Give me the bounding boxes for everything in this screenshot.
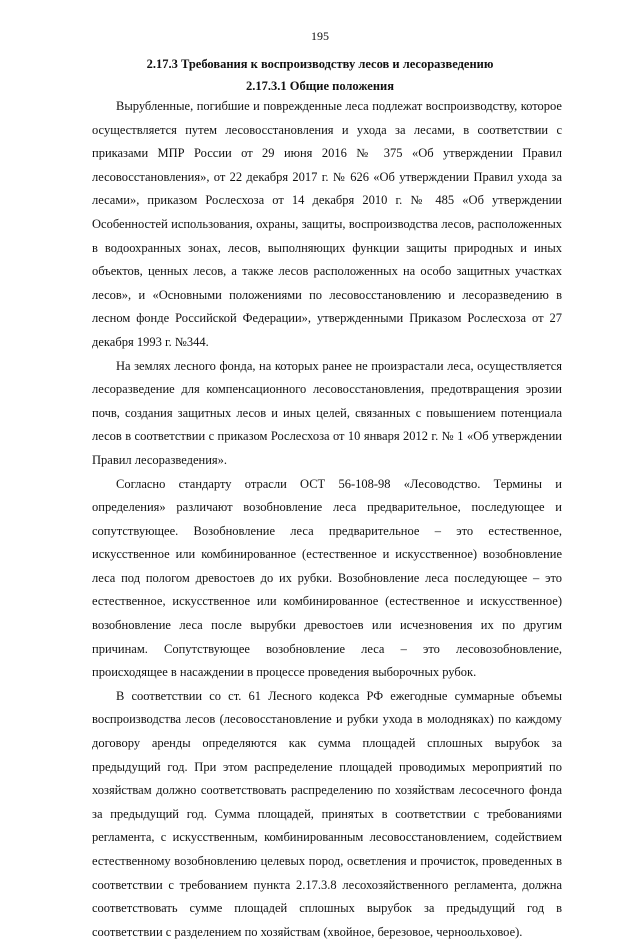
page-number: 195 [311, 29, 329, 43]
body-text [92, 95, 562, 944]
paragraph: На землях лесного фонда, на которых ранее не произрастали леса, осуществляется лесоразведение для компенсационного лесовосстановления, предотвращения эрозии почв, создания защитных лесов и иных целей, связанных с повышением потенциала лесов в соответствии с приказом Рослесхоза от 10 января 2012 г. № 1 «Об утверждении Правил лесоразведения». [92, 358, 562, 467]
paragraph: Вырубленные, погибшие и поврежденные леса подлежат воспроизводству, которое осуществляется путем лесовосстановления и ухода за лесами, в соответствии с приказами МПР России от 29 июня 2016 № 375 «Об утверждении Правил лесовосстановления», от 22 декабря 2017 г. № 626 «Об утверждении Правил ухода за лесами», приказом Рослесхоза от 14 декабря 2010 г. № 485 «Об утверждении Особенностей использования, охраны, защиты, воспроизводства лесов, расположенных в водоохранных зонах, лесов, выполняющих функции защиты природных и иных объектов, ценных лесов, а также лесов расположенных на особо защитных участках лесов», и «Основными положениями по лесовосстановлению и лесоразведению в лесном фонде Российской Федерации», утвержденными Приказом Рослесхоза от 27 декабря 1993 г. №344. [92, 99, 562, 349]
paragraph: В соответствии со ст. 61 Лесного кодекса РФ ежегодные суммарные объемы воспроизводства лесов (лесовосстановление и рубки ухода в молодняках) по каждому договору аренды определяются как сумма площадей сплошных вырубок за предыдущий год. При этом распределение площадей проводимых мероприятий по хозяйствам должно соответствовать распределению по хозяйствам лесосечного фонда за предыдущий год. Сумма площадей, принятых в соответствии с требованиями регламента, с искусственным, комбинированным лесовосстановлением, содействием естественному возобновлению целевых пород, осветления и прочисток, проведенных в соответствии с требованием пункта 2.17.3.8 лесохозяйственного регламента, должна соответствовать сумме площадей сплошных вырубок за предыдущий год в соответствии с разделением по хозяйствам (хвойное, березовое, черноольховое). [92, 688, 562, 939]
paragraph: Согласно стандарту отрасли ОСТ 56-108-98 «Лесоводство. Термины и определения» различают возобновление леса предварительное, последующее и сопутствующее. Возобновление леса предварительное – это естественное, искусственное или комбинированное (естественное и искусственное) возобновление леса под пологом древостоев до их рубки. Возобновление леса последующее – это естественное, искусственное или комбинированное (естественное и искусственное) возобновление леса после вырубки древостоев или исчезновения их по другим причинам. Сопутствующее возобновление леса – это лесовозобновление, происходящее в насаждении в процессе проведения выборочных рубок. [92, 476, 562, 680]
section-heading: 2.17.3 Требования к воспроизводству лесов и лесоразведению [146, 57, 494, 71]
subsection-heading: 2.17.3.1 Общие положения [245, 79, 394, 93]
